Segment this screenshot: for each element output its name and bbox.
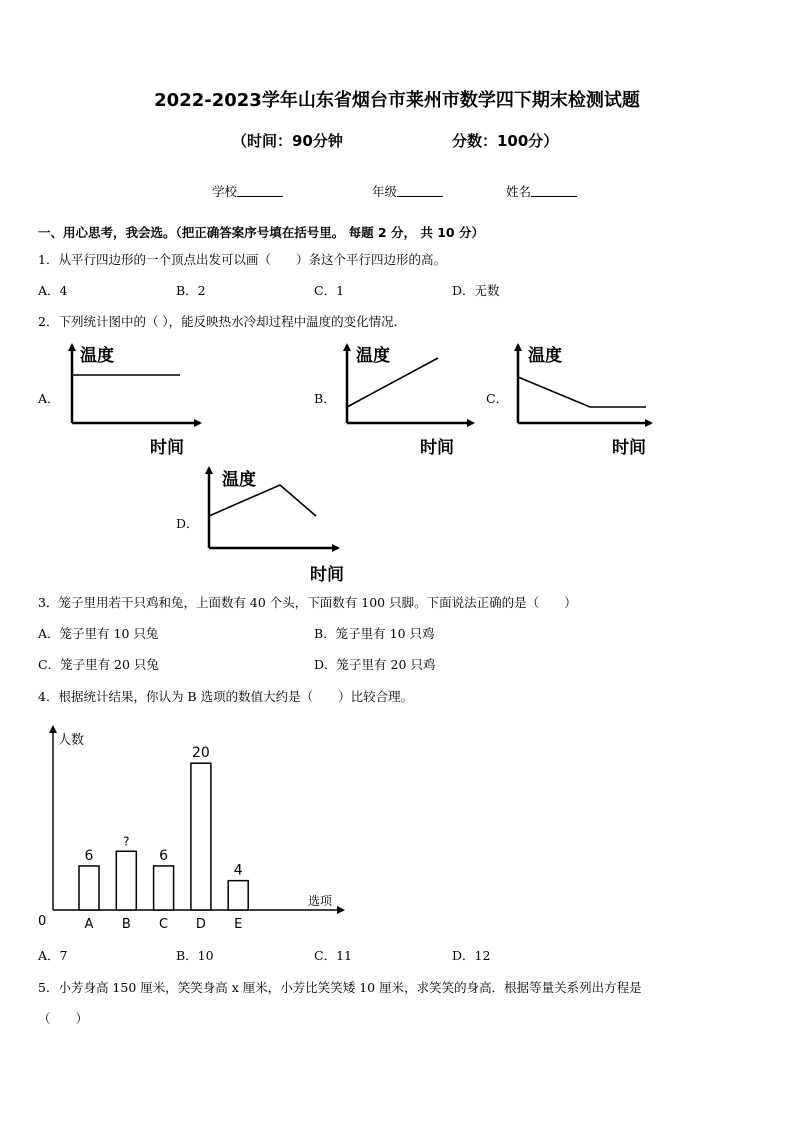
q1-option-c[interactable]: C．1 [314, 283, 345, 298]
name-label: 姓名 [506, 184, 532, 199]
q3-option-c[interactable]: C．笼子里有 20 只兔 [38, 657, 159, 672]
q3-option-b[interactable]: B．笼子里有 10 只鸡 [314, 626, 435, 641]
graph-b-x-label: 时间 [420, 438, 454, 458]
exam-score: 分数：100分） [452, 132, 559, 150]
x-tick-label-D: D [195, 917, 206, 932]
graph-d-y-label: 温度 [222, 470, 256, 490]
y-axis-label: 人数 [58, 733, 85, 748]
q4-option-a[interactable]: A．7 [38, 948, 68, 963]
graph-a-x-label: 时间 [150, 438, 184, 458]
q2-option-d[interactable]: D． [176, 516, 199, 531]
q5-stem: 5．小芳身高 150 厘米，笑笑身高 x 厘米，小芳比笑笑矮 10 厘米，求笑笑的身高．根据等量关系列出方程是 [38, 980, 642, 995]
bar-value-label-C: 6 [159, 847, 169, 864]
q4-option-d[interactable]: D．12 [452, 948, 491, 963]
bar-A [79, 866, 99, 910]
graph-b-y-label: 温度 [356, 346, 390, 366]
q2-stem: 2．下列统计图中的（ ），能反映热水冷却过程中温度的变化情况． [38, 314, 407, 329]
bar-B [116, 851, 136, 910]
x-axis-label: 选项 [308, 894, 333, 908]
q1-option-a[interactable]: A．4 [38, 283, 68, 298]
q3-option-d[interactable]: D．笼子里有 20 只鸡 [314, 657, 436, 672]
q2-option-b[interactable]: B． [314, 391, 336, 406]
bar-value-label-E: 4 [233, 862, 243, 879]
q4-option-c[interactable]: C．11 [314, 948, 352, 963]
bar-E [228, 881, 248, 910]
graph-c-y-label: 温度 [528, 346, 562, 366]
bar-value-label-D: 20 [191, 745, 210, 762]
q1-stem: 1．从平行四边形的一个顶点出发可以画（ ）条这个平行四边形的高。 [38, 252, 446, 267]
exam-time: （时间：90分钟 [232, 132, 343, 150]
q4-stem: 4．根据统计结果，你认为 B 选项的数值大约是（ ）比较合理。 [38, 689, 414, 704]
origin-label: 0 [38, 914, 47, 929]
x-tick-label-A: A [84, 917, 94, 932]
q1-option-d[interactable]: D．无数 [452, 283, 500, 298]
grade-label: 年级 [372, 184, 398, 199]
graph-d-x-label: 时间 [310, 565, 344, 585]
q3-option-a[interactable]: A．笼子里有 10 只兔 [38, 626, 159, 641]
q4-option-b[interactable]: B．10 [176, 948, 214, 963]
x-tick-label-B: B [121, 917, 131, 932]
graph-c-x-label: 时间 [612, 438, 646, 458]
q1-option-b[interactable]: B．2 [176, 283, 206, 298]
school-label: 学校 [212, 184, 238, 199]
q2-option-c[interactable]: C． [486, 391, 509, 406]
bar-value-label-B: ? [123, 834, 130, 849]
x-tick-label-E: E [234, 917, 243, 932]
q5-paren: （ ） [38, 1011, 89, 1026]
q3-stem: 3．笼子里用若干只鸡和兔，上面数有 40 个头，下面数有 100 只脚。下面说法正确的是（ ） [38, 595, 577, 610]
graph-a-y-label: 温度 [80, 346, 114, 366]
page-title: 2022-2023学年山东省烟台市莱州市数学四下期末检测试题 [154, 90, 640, 111]
section-heading: 一、用心思考，我会选。（把正确答案序号填在括号里。 每题 2 分， 共 10 分） [38, 225, 484, 240]
bar-C [154, 866, 174, 910]
x-tick-label-C: C [159, 917, 169, 932]
bar-value-label-A: 6 [84, 847, 94, 864]
bar-D [191, 763, 211, 910]
q2-option-a[interactable]: A． [38, 391, 60, 406]
